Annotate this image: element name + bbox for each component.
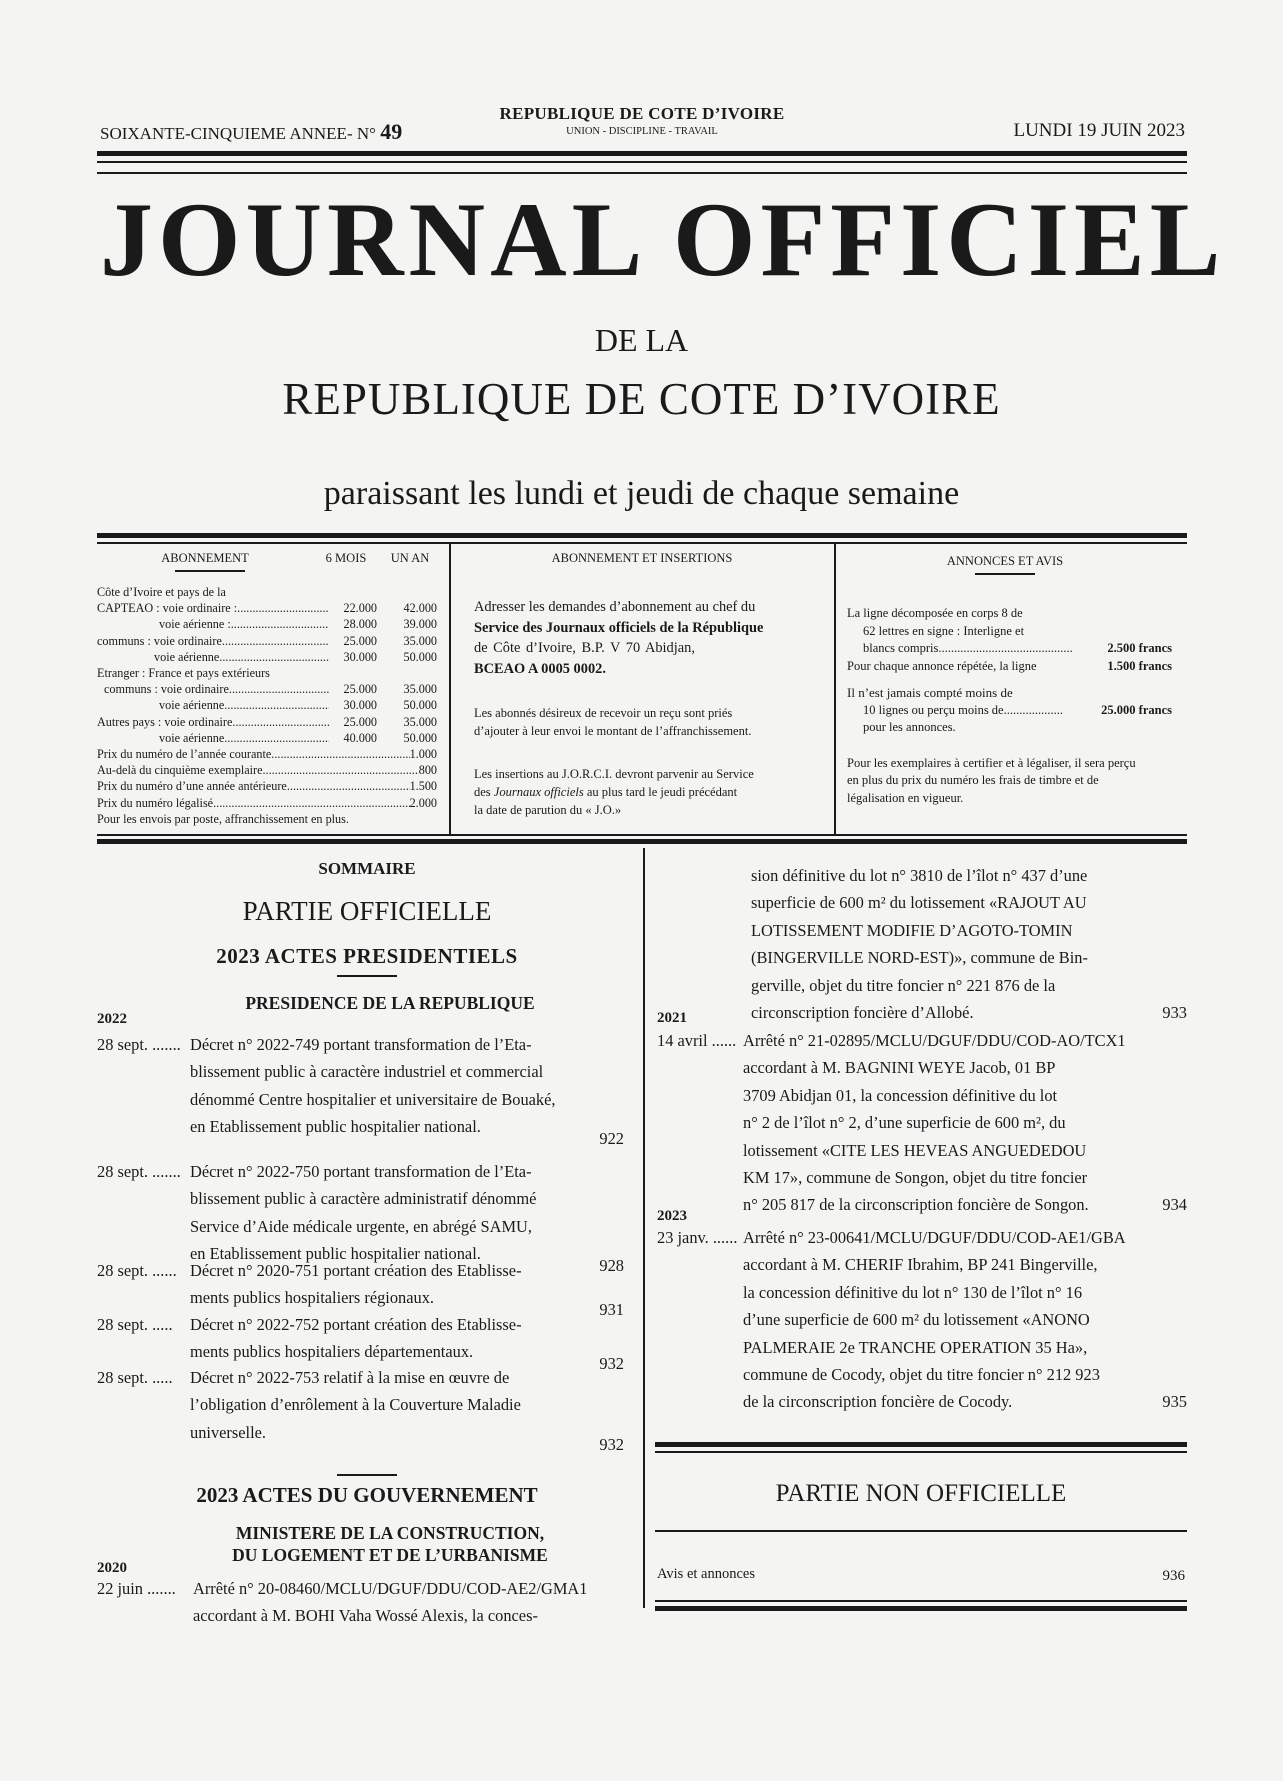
decret-line: Service d’Aide médicale urgente, en abrégé SAMU, (190, 1216, 532, 1236)
price-row-label: Prix du numéro d’une année antérieure (97, 779, 287, 794)
year-2020: 2020 (97, 1560, 127, 1576)
annonces-line3-label: blancs compris (863, 641, 939, 655)
dot-leader (232, 714, 329, 730)
decret-date: 28 sept. ..... (97, 1368, 173, 1387)
decret-page: 932 (599, 1434, 624, 1454)
avis-top-rule (655, 1530, 1187, 1532)
six-mois-header: 6 MOIS (325, 551, 367, 565)
abonnement-row-label: communs : voie ordinaire (97, 633, 222, 648)
abonnement-row-label: communs : voie ordinaire (104, 682, 229, 697)
abonnement-row-label-wrap (97, 600, 329, 616)
box-top-rule (97, 533, 1187, 538)
decret-line: ments publics hospitaliers départementaux. (190, 1342, 474, 1362)
annonces-line3-price: 2.500 francs (1107, 641, 1172, 655)
insertions-p1-line2: Service des Journaux officiels de la République (474, 619, 764, 636)
abonnement-row-6mois: 30.000 (343, 649, 377, 664)
abonnement-row-label: voie aérienne (159, 730, 225, 745)
issue-date: LUNDI 19 JUIN 2023 (1013, 120, 1185, 141)
insertions-p3-line2 (474, 783, 818, 801)
abonnement-row-6mois: 30.000 (343, 698, 377, 713)
masthead-rule-thick (97, 151, 1187, 156)
price-row-value: 1.000 (409, 747, 437, 762)
annonces-line4-price: 1.500 francs (1107, 658, 1172, 673)
insertions-p3-line3: la date de parution du « J.O.» (474, 803, 622, 817)
arrete-2021-date: 14 avril ...... (657, 1031, 737, 1050)
annonces-underline (975, 573, 1035, 575)
partie-officielle-title: PARTIE OFFICIELLE (242, 896, 492, 926)
dot-leader (219, 649, 329, 665)
arrete-line: LOTISSEMENT MODIFIE D’AGOTO-TOMIN (751, 920, 1073, 940)
decret-page: 931 (599, 1300, 624, 1320)
arrete-line: de la circonscription foncière de Cocody. (743, 1392, 1013, 1412)
partie-non-officielle-title: PARTIE NON OFFICIELLE (775, 1480, 1067, 1507)
partie-non-top-rule (655, 1442, 1187, 1447)
insertions-p3-line2-em: Journaux officiels (493, 785, 584, 799)
masthead-rule-thin (97, 161, 1187, 163)
dot-leader (262, 762, 418, 778)
insertions-p1-line4: BCEAO A 0005 0002. (474, 660, 606, 677)
abonnement-row-unan: 50.000 (403, 730, 437, 745)
arrete-2023-date: 23 janv. ...... (657, 1228, 738, 1247)
abonnement-row-unan: 50.000 (403, 649, 437, 664)
partie-non-top-rule-thin (655, 1451, 1187, 1453)
dot-leader (231, 616, 329, 632)
abonnement-row-label-wrap (97, 681, 329, 697)
price-row-value: 800 (418, 763, 437, 778)
arrete-line: lotissement «CITE LES HEVEAS ANGUEDEDOU (743, 1140, 1087, 1160)
avis-annonces-label: Avis et annonces (657, 1566, 755, 1582)
arrete-line: circonscription foncière d’Allobé. (751, 1002, 974, 1022)
arrete-2021-text (743, 1027, 1126, 1219)
abonnement-footer: Pour les envois par poste, affranchissement en plus. (97, 811, 349, 826)
avis-bottom-rule-thin (655, 1600, 1187, 1602)
price-row-label: Au-delà du cinquième exemplaire (97, 763, 263, 778)
abonnement-row (97, 681, 437, 697)
abonnement-row-label-wrap (97, 616, 329, 632)
abonnement-row-label: Autres pays : voie ordinaire (97, 714, 233, 729)
annonces-line3 (847, 640, 1172, 658)
dot-leader (213, 795, 409, 811)
annonces-line9: en plus du prix du numéro les frais de timbre et de (847, 773, 1099, 787)
abonnement-row-6mois: 22.000 (343, 601, 377, 616)
arrete-2023-page: 935 (1162, 1392, 1187, 1411)
decret-text (190, 1311, 522, 1366)
price-row-label-wrap (97, 746, 410, 762)
box-bottom-rule (97, 839, 1187, 844)
abonnement-row-label-wrap (97, 697, 329, 713)
price-row (97, 778, 437, 794)
abonnement-row (97, 633, 437, 649)
un-an-header: UN AN (390, 551, 430, 565)
arrete-2020-text (193, 1575, 587, 1630)
decret-line: ments publics hospitaliers régionaux. (190, 1288, 434, 1308)
title-de-la: DE LA (594, 322, 689, 358)
annonces-line10: légalisation en vigueur. (847, 790, 964, 805)
insertions-p3-line2-a: des (474, 785, 494, 799)
ministere-line2: DU LOGEMENT ET DE L’URBANISME (232, 1545, 548, 1565)
abonnement-row (97, 616, 437, 632)
decret-date: 28 sept. ....... (97, 1035, 181, 1054)
arrete-2020-page: 933 (1162, 1003, 1187, 1022)
decret-text (190, 1364, 521, 1446)
abonnement-row-6mois: 40.000 (343, 730, 377, 745)
abonnement-row-unan: 35.000 (403, 682, 437, 697)
arrete-line: sion définitive du lot n° 3810 de l’îlot n° 437 d’une (751, 866, 1088, 885)
arrete-2021-page: 934 (1162, 1195, 1187, 1214)
box-divider-1 (449, 544, 451, 834)
arrete-2020-continued-text (751, 862, 1088, 1026)
decret-line: blissement public à caractère administratif dénommé (190, 1189, 537, 1209)
arrete-line: gerville, objet du titre foncier n° 221 876 de la (751, 975, 1056, 995)
box-top-rule-thin (97, 542, 1187, 544)
price-row-value: 1.500 (409, 779, 437, 794)
arrete-line: la concession définitive du lot n° 130 de l’îlot n° 16 (743, 1282, 1083, 1302)
publication-frequency: paraissant les lundi et jeudi de chaque semaine (323, 475, 960, 512)
decret-line: dénommé Centre hospitalier et universitaire de Bouaké, (190, 1089, 556, 1109)
dot-leader (287, 778, 410, 794)
arrete-line: accordant à M. BAGNINI WEYE Jacob, 01 BP (743, 1058, 1056, 1078)
arrete-2023-text (743, 1224, 1126, 1416)
annonces-body (847, 605, 1172, 807)
abonnement-row (97, 665, 437, 681)
insertions-p2-line2: d’ajouter à leur envoi le montant de l’affranchissement. (474, 724, 752, 738)
abonnement-row-6mois: 25.000 (343, 633, 377, 648)
insertions-p2-line1: Les abonnés désireux de recevoir un reçu sont priés (474, 706, 733, 720)
abonnement-row-unan: 42.000 (403, 601, 437, 616)
decret-text (190, 1158, 536, 1268)
decret-line: Décret n° 2022-750 portant transformation de l’Eta- (190, 1162, 532, 1181)
abonnement-row-label-wrap (97, 633, 329, 649)
decret-line: l’obligation d’enrôlement à la Couverture Maladie (190, 1395, 521, 1415)
insertions-p3 (474, 765, 818, 819)
dot-leader (229, 681, 329, 697)
abonnement-row-unan: 35.000 (403, 633, 437, 648)
abonnement-row-unan: 39.000 (403, 617, 437, 632)
abonnement-underline (175, 570, 245, 572)
annonces-line5: Il n’est jamais compté moins de (847, 685, 1013, 700)
issue-year-label: SOIXANTE-CINQUIEME ANNEE- N° (100, 124, 376, 143)
abonnement-row-label-wrap (97, 649, 329, 665)
arrete-line: superficie de 600 m² du lotissement «RAJOUT AU (751, 893, 1087, 913)
price-row (97, 746, 437, 762)
abonnement-row-label-wrap (97, 730, 329, 746)
decret-date: 28 sept. ....... (97, 1162, 181, 1181)
annonces-line7: pour les annonces. (863, 720, 956, 734)
decret-line: Décret n° 2020-751 portant création des Etablisse- (190, 1261, 522, 1280)
arrete-line: Arrêté n° 20-08460/MCLU/DGUF/DDU/COD-AE2/GMA1 (193, 1579, 588, 1598)
abonnement-row-label: voie aérienne (154, 649, 220, 664)
arrete-line: commune de Cocody, objet du titre foncier n° 212 923 (743, 1364, 1100, 1384)
avis-annonces-page: 936 (1162, 1568, 1185, 1584)
price-row-label-wrap (97, 778, 410, 794)
price-row-label-wrap (97, 762, 419, 778)
republic-header (420, 104, 864, 137)
insertions-p3-line2-b: au plus tard le jeudi précédant (583, 785, 738, 799)
year-2023: 2023 (657, 1208, 687, 1224)
actes-presidentiels-underline (337, 975, 397, 977)
arrete-line: (BINGERVILLE NORD-EST)», commune de Bin- (751, 948, 1088, 968)
annonces-line4-label: Pour chaque annonce répétée, la ligne (847, 658, 1037, 673)
year-2022: 2022 (97, 1011, 127, 1027)
insertions-header: ABONNEMENT ET INSERTIONS (551, 551, 733, 565)
year-2021: 2021 (657, 1010, 687, 1026)
decret-line: en Etablissement public hospitalier national. (190, 1244, 481, 1264)
price-row (97, 795, 437, 811)
arrete-line: d’une superficie de 600 m² du lotissement «ANONO (743, 1310, 1090, 1330)
actes-presidentiels-title: 2023 ACTES PRESIDENTIELS (216, 944, 518, 968)
annonces-line4 (847, 658, 1172, 676)
annonces-line6-label: 10 lignes ou perçu moins de (863, 702, 1004, 717)
annonces-line6 (847, 702, 1172, 720)
price-row-label-wrap (97, 795, 410, 811)
journal-title: JOURNAL OFFICIEL (100, 181, 1226, 298)
decret-text (190, 1257, 522, 1312)
arrete-line: KM 17», commune de Songon, objet du titre foncier (743, 1167, 1088, 1187)
arrete-line: PALMERAIE 2e TRANCHE OPERATION 35 Ha», (743, 1337, 1088, 1357)
decret-line: blissement public à caractère industriel et commercial (190, 1062, 544, 1082)
abonnement-row (97, 730, 437, 746)
decret-date: 28 sept. ...... (97, 1261, 177, 1280)
arrete-line: accordant à M. BOHI Vaha Wossé Alexis, la conces- (193, 1606, 538, 1626)
arrete-line: Arrêté n° 21-02895/MCLU/DGUF/DDU/COD-AO/TCX1 (743, 1031, 1126, 1050)
presidence-title: PRESIDENCE DE LA REPUBLIQUE (245, 993, 535, 1013)
abonnement-row-6mois: 25.000 (343, 714, 377, 729)
dot-leader (224, 730, 329, 746)
annonces-line8: Pour les exemplaires à certifier et à légaliser, il sera perçu (847, 755, 1136, 770)
ministere-title (120, 1522, 660, 1566)
dot-leader (224, 697, 329, 713)
annonces-line1: La ligne décomposée en corps 8 de (847, 606, 1023, 620)
decret-page: 928 (599, 1256, 624, 1276)
decret-date: 28 sept. ..... (97, 1315, 173, 1334)
box-divider-2 (834, 544, 836, 834)
arrete-line: n° 2 de l’îlot n° 2, d’une superficie de 600 m², du (743, 1113, 1066, 1133)
republic-name: REPUBLIQUE DE COTE D’IVOIRE (499, 104, 785, 123)
price-row-value: 2.000 (409, 795, 437, 810)
arrete-line: Arrêté n° 23-00641/MCLU/DGUF/DDU/COD-AE1/GBA (743, 1228, 1126, 1247)
abonnement-row-label: Etranger : France et pays extérieurs (97, 666, 270, 681)
insertions-p1-line3: de Côte d’Ivoire, B.P. V 70 Abidjan, (474, 640, 695, 656)
abonnement-row-label-wrap (97, 714, 329, 730)
abonnement-row-label: CAPTEAO : voie ordinaire : (97, 601, 238, 616)
abonnement-row (97, 649, 437, 665)
abonnement-row-6mois: 25.000 (343, 682, 377, 697)
box-bottom-rule-thin (97, 834, 1187, 836)
arrete-line: n° 205 817 de la circonscription foncière de Songon. (743, 1195, 1089, 1215)
abonnement-row-label: voie aérienne : (159, 617, 231, 632)
dot-leader (237, 600, 329, 616)
dot-leader (222, 633, 329, 649)
decret-text (190, 1031, 555, 1141)
abonnement-intro: Côte d’Ivoire et pays de la (97, 585, 226, 599)
abonnement-row-6mois: 28.000 (343, 617, 377, 632)
arrete-line: accordant à M. CHERIF Ibrahim, BP 241 Bingerville, (743, 1255, 1098, 1275)
title-republique: REPUBLIQUE DE COTE D’IVOIRE (282, 374, 1001, 424)
avis-bottom-rule (655, 1606, 1187, 1611)
abonnement-row (97, 714, 437, 730)
decret-line: Décret n° 2022-753 relatif à la mise en œuvre de (190, 1368, 510, 1387)
annonces-line6-price: 25.000 francs (1101, 702, 1172, 717)
abonnement-header: ABONNEMENT (161, 551, 249, 565)
price-row (97, 762, 437, 778)
sommaire-column-divider (643, 848, 645, 1608)
abonnement-row-unan: 50.000 (403, 698, 437, 713)
issue-number-value: 49 (380, 119, 403, 144)
abonnement-table (97, 584, 437, 827)
decret-line: universelle. (190, 1422, 267, 1442)
issue-number (100, 119, 402, 145)
abonnement-row-label: voie aérienne (159, 698, 225, 713)
abonnement-row (97, 600, 437, 616)
price-row-label: Prix du numéro légalisé (97, 795, 214, 810)
decret-line: Décret n° 2022-749 portant transformation de l’Eta- (190, 1035, 532, 1054)
actes-gouvernement-title: 2023 ACTES DU GOUVERNEMENT (196, 1483, 538, 1507)
abonnement-row-unan: 35.000 (403, 714, 437, 729)
decret-line: en Etablissement public hospitalier national. (190, 1117, 481, 1137)
annonces-header: ANNONCES ET AVIS (946, 554, 1064, 568)
annonces-line2: 62 lettres en signe : Interligne et (863, 623, 1025, 638)
republic-motto: UNION - DISCIPLINE - TRAVAIL (566, 126, 718, 137)
dot-leader (271, 746, 409, 762)
sommaire-title: SOMMAIRE (318, 859, 416, 878)
arrete-line: 3709 Abidjan 01, la concession définitive du lot (743, 1085, 1058, 1105)
arrete-2020-date: 22 juin ....... (97, 1579, 176, 1598)
abonnement-row (97, 697, 437, 713)
price-row-label: Prix du numéro de l’année courante (97, 747, 272, 762)
decret-line: Décret n° 2022-752 portant création des Etablisse- (190, 1315, 522, 1334)
insertions-p1-line1: Adresser les demandes d’abonnement au chef du (474, 599, 756, 615)
decret-page: 932 (599, 1354, 624, 1374)
masthead-rule-thin-2 (97, 172, 1187, 174)
ministere-line1: MINISTERE DE LA CONSTRUCTION, (235, 1523, 545, 1543)
insertions-p3-line1: Les insertions au J.O.R.C.I. devront parvenir au Service (474, 767, 754, 781)
insertions-p2 (474, 704, 818, 740)
insertions-body (474, 597, 818, 679)
actes-gouv-overline (337, 1474, 397, 1476)
decret-page: 922 (599, 1129, 624, 1149)
